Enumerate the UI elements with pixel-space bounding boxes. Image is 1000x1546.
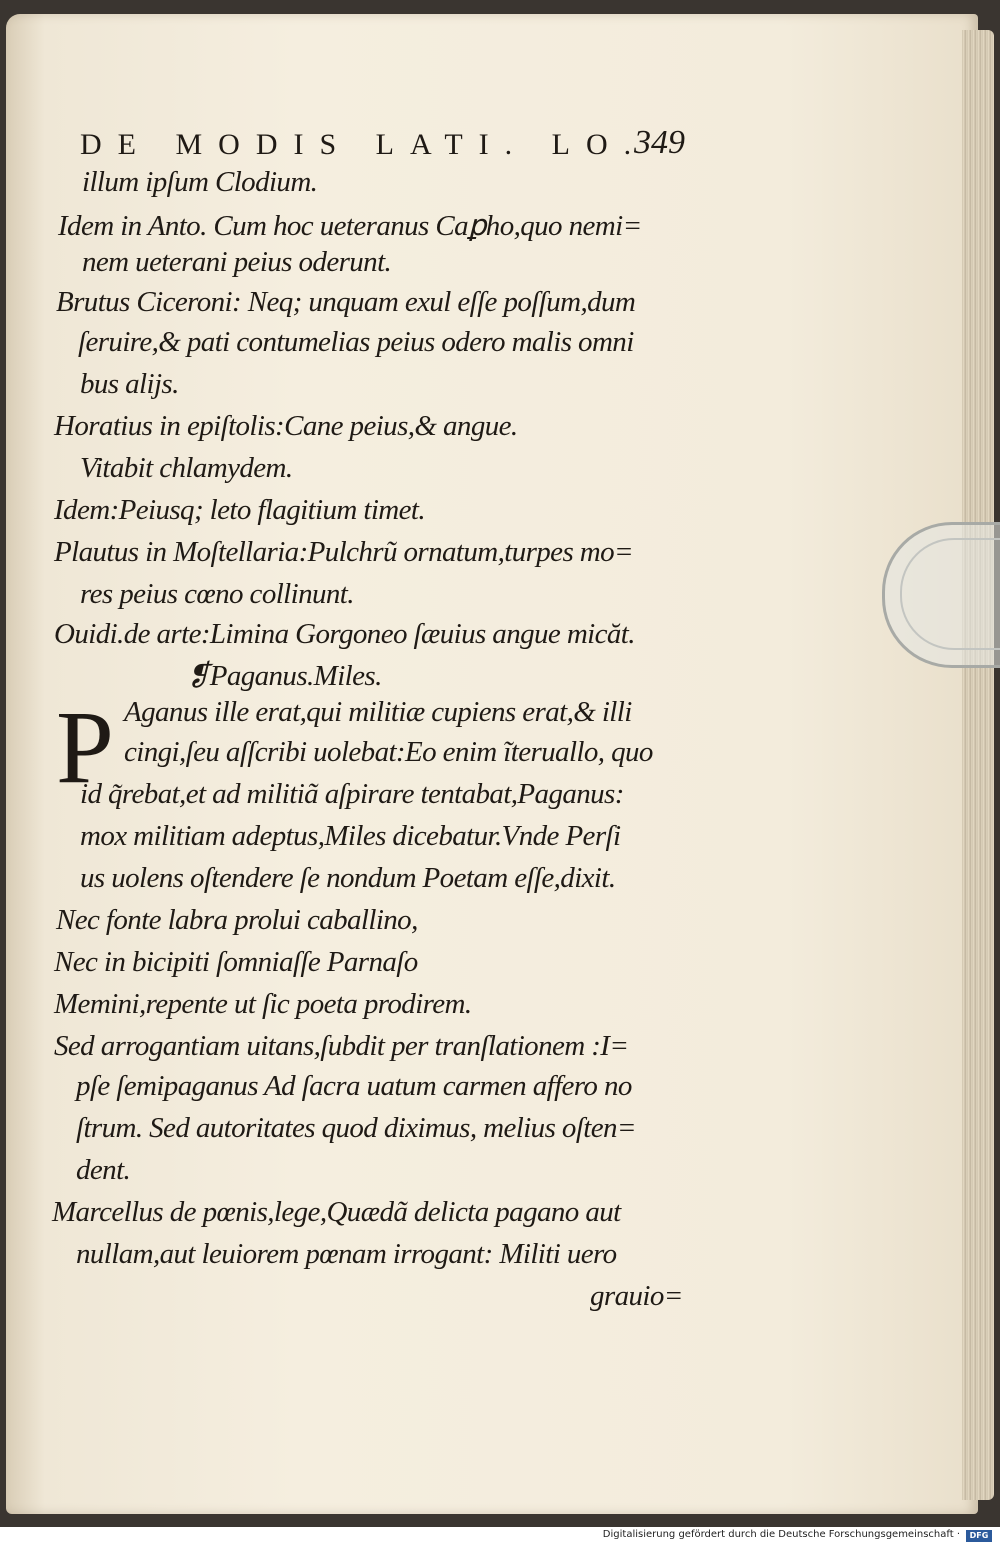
text-line: ſtrum. Sed autoritates quod diximus, melius oſten=: [76, 1112, 636, 1144]
text-line: res peius cœno collinunt.: [80, 578, 354, 610]
text-line: Ouidi.de arte:Limina Gorgoneo ſæuius angue micăt.: [54, 618, 635, 650]
text-line: Nec fonte labra prolui caballino,: [56, 904, 418, 936]
text-line: id q̃rebat,et ad militiã aſpirare tentabat,Paganus:: [80, 778, 624, 810]
text-line: dent.: [76, 1154, 131, 1186]
text-line: bus alijs.: [80, 368, 179, 400]
footer-credit: Digitalisierung gefördert durch die Deutsche Forschungsgemeinschaft ·: [602, 1529, 960, 1540]
text-line: Brutus Ciceroni: Neq; unquam exul eſſe poſſum,dum: [56, 286, 636, 318]
text-line: Sed arrogantiam uitans,ſubdit per tranſlationem :I=: [54, 1030, 629, 1062]
section-heading: ❡Paganus.Miles.: [186, 660, 382, 692]
text-line: Memini,repente ut ſic poeta prodirem.: [54, 988, 472, 1020]
text-line: Aganus ille erat,qui militiæ cupiens erat,& illi: [124, 696, 632, 728]
text-line: Vitabit chlamydem.: [80, 452, 293, 484]
page-number: 349: [634, 124, 685, 161]
dfg-logo-icon: DFG: [966, 1530, 992, 1542]
text-line: ſeruire,& pati contumelias peius odero malis omni: [78, 326, 634, 358]
text-line: Horatius in epiſtolis:Cane peius,& angue.: [54, 410, 518, 442]
text-line: nem ueterani peius oderunt.: [82, 246, 392, 278]
drop-cap: P: [56, 690, 114, 805]
text-line: illum ipſum Clodium.: [82, 166, 318, 198]
catchword: grauio=: [590, 1280, 683, 1312]
running-head: DE MODIS LATI. LO.: [80, 128, 648, 161]
text-line: us uolens oſtendere ſe nondum Poetam eſſe,dixit.: [80, 862, 616, 894]
page-edges: [962, 30, 994, 1500]
text-line: Plautus in Moſtellaria:Pulchrũ ornatum,turpes mo=: [54, 536, 634, 568]
footer-bar: [0, 1527, 1000, 1546]
text-line: pſe ſemipaganus Ad ſacra uatum carmen affero no: [76, 1070, 632, 1102]
text-line: nullam,aut leuiorem pœnam irrogant: Militi uero: [76, 1238, 617, 1270]
paper-clip-inner: [900, 538, 1000, 650]
text-line: Idem in Anto. Cum hoc ueteranus Caꝑho,quo nemi=: [58, 210, 642, 242]
text-line: Idem:Peiusq; leto flagitium timet.: [54, 494, 426, 526]
text-line: Marcellus de pœnis,lege,Quædã delicta pagano aut: [52, 1196, 621, 1228]
text-line: cingi,ſeu aſſcribi uolebat:Eo enim ĩteruallo, quo: [124, 736, 653, 768]
text-line: mox militiam adeptus,Miles dicebatur.Vnde Perſi: [80, 820, 621, 852]
text-line: Nec in bicipiti ſomniaſſe Parnaſo: [54, 946, 418, 978]
